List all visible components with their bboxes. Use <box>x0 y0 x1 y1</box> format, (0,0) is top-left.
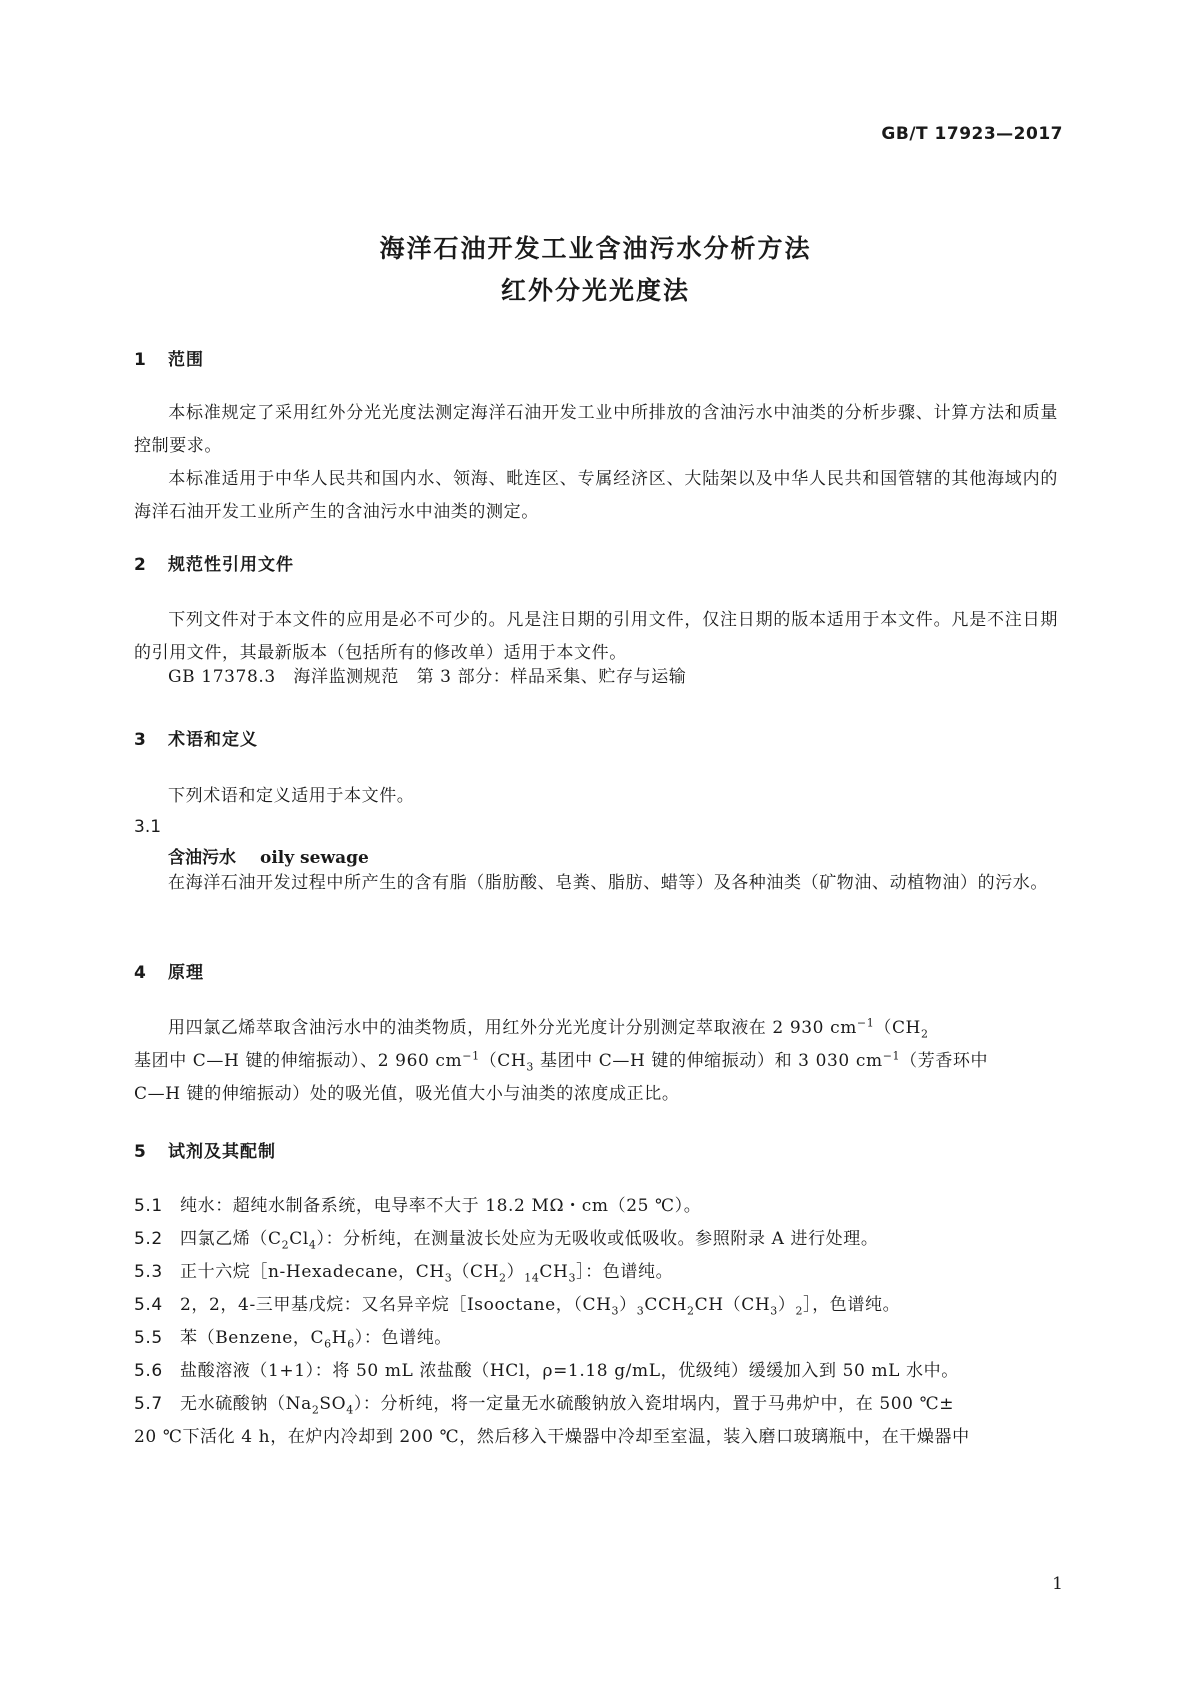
subscript: 3 <box>444 1271 453 1285</box>
section-title: 试剂及其配制 <box>168 1142 276 1162</box>
text: CCH <box>644 1295 687 1315</box>
text: ）：色谱纯。 <box>354 1328 452 1348</box>
subscript: 3 <box>568 1271 577 1285</box>
text: ）：分析纯，在测量波长处应为无吸收或低吸收。参照附录 A 进行处理。 <box>316 1229 879 1249</box>
item-number: 5.3 <box>134 1262 163 1282</box>
text: ） <box>506 1262 525 1282</box>
section-1-heading <box>134 345 204 370</box>
text: 苯（Benzene，C <box>180 1328 325 1348</box>
subscript: 3 <box>526 1060 534 1074</box>
text: 基团中 C—H 键的伸缩振动）、2 960 cm <box>134 1051 463 1071</box>
item-number: 5.4 <box>134 1295 163 1315</box>
principle-line-1 <box>168 1012 1092 1045</box>
page-number: 1 <box>1052 1574 1063 1594</box>
subscript: 2 <box>281 1238 290 1252</box>
normative-reference: GB 17378.3 海洋监测规范 第 3 部分：样品采集、贮存与运输 <box>168 667 687 687</box>
subscript: 6 <box>324 1337 332 1351</box>
title-line-1: 海洋石油开发工业含油污水分析方法 <box>379 234 812 263</box>
subscript: 3 <box>770 1304 778 1318</box>
section-number: 5 <box>134 1142 147 1162</box>
subscript: 4 <box>308 1238 317 1252</box>
paragraph-text: 本标准适用于中华人民共和国内水、领海、毗连区、专属经济区、大陆架以及中华人民共和国管辖的其他海域内的海洋石油开发工业所产生的含油污水中油类的测定。 <box>134 469 1058 522</box>
subscript: 4 <box>346 1403 354 1417</box>
text: 四氯乙烯（C <box>180 1229 282 1249</box>
text: ） <box>777 1295 796 1315</box>
text: 无水硫酸钠（Na <box>180 1394 312 1414</box>
subscript: 2 <box>795 1304 804 1318</box>
text: SO <box>319 1394 347 1414</box>
principle-line-3: C—H 键的伸缩振动）处的吸光值，吸光值大小与油类的浓度成正比。 <box>134 1084 680 1104</box>
item-number: 5.1 <box>134 1196 163 1216</box>
reagent-item-5-5 <box>134 1322 1058 1355</box>
reagent-item-5-3 <box>134 1256 1058 1289</box>
text: 基团中 C—H 键的伸缩振动）和 3 030 cm <box>533 1051 883 1071</box>
text: H <box>331 1328 348 1348</box>
term-definition <box>134 867 1058 900</box>
section-5-heading <box>134 1137 276 1162</box>
text: （CH <box>874 1018 921 1038</box>
item-number: 5.5 <box>134 1328 163 1348</box>
term-chinese: 含油污水 <box>168 848 236 868</box>
subscript: 2 <box>920 1027 929 1041</box>
section-4-heading <box>134 958 204 983</box>
text: Cl <box>289 1229 309 1249</box>
section-title: 规范性引用文件 <box>168 555 294 575</box>
text: 正十六烷［n-Hexadecane，CH <box>180 1262 445 1282</box>
section-number: 2 <box>134 555 147 575</box>
text: （CH <box>479 1051 527 1071</box>
subscript: 2 <box>687 1304 695 1318</box>
subscript: 2 <box>311 1403 320 1417</box>
subscript: 2 <box>499 1271 507 1285</box>
subscript: 6 <box>347 1337 355 1351</box>
paragraph-text: 本标准规定了采用红外分光光度法测定海洋石油开发工业中所排放的含油污水中油类的分析步骤、计算方法和质量控制要求。 <box>134 403 1058 456</box>
term-english: oily sewage <box>260 848 369 868</box>
text: ］，色谱纯。 <box>803 1295 901 1315</box>
reagent-item-5-6 <box>134 1355 1058 1388</box>
text: CH（CH <box>694 1295 771 1315</box>
principle-line-2 <box>134 1045 1058 1078</box>
section-title: 范围 <box>168 350 204 370</box>
subscript: 3 <box>636 1304 645 1318</box>
text: ） <box>619 1295 637 1315</box>
item-number: 5.7 <box>134 1394 163 1414</box>
text: CH <box>539 1262 569 1282</box>
section-title: 原理 <box>168 963 204 983</box>
section-title: 术语和定义 <box>168 730 258 750</box>
text: （CH <box>452 1262 499 1282</box>
superscript: −1 <box>462 1049 480 1063</box>
item-text: 纯水：超纯水制备系统，电导率不大于 18.2 MΩ・cm（25 ℃）。 <box>180 1196 702 1216</box>
reagent-item-5-4 <box>134 1289 1058 1322</box>
item-number: 5.6 <box>134 1361 163 1381</box>
reagent-item-5-1 <box>134 1190 1058 1223</box>
subscript: 3 <box>611 1304 620 1318</box>
document-title <box>0 228 1191 312</box>
section-number: 4 <box>134 963 147 983</box>
item-number: 5.2 <box>134 1229 163 1249</box>
paragraph-text: 下列文件对于本文件的应用是必不可少的。凡是注日期的引用文件，仅注日期的版本适用于本文件。凡是不注日期的引用文件，其最新版本（包括所有的修改单）适用于本文件。 <box>134 610 1058 663</box>
superscript: −1 <box>882 1049 901 1063</box>
standard-code: GB/T 17923—2017 <box>881 124 1063 144</box>
text: ］：色谱纯。 <box>576 1262 674 1282</box>
item-text: 盐酸溶液（1+1）：将 50 mL 浓盐酸（HCl，ρ=1.18 g/mL，优级纯）缓缓加入到 50 mL 水中。 <box>180 1361 959 1381</box>
section-2-heading <box>134 550 294 575</box>
section-3-intro: 下列术语和定义适用于本文件。 <box>168 786 415 806</box>
text: （芳香环中 <box>900 1051 989 1071</box>
text: 用四氯乙烯萃取含油污水中的油类物质，用红外分光光度计分别测定萃取液在 2 930 cm <box>168 1018 857 1038</box>
section-1-paragraph-2 <box>134 463 1058 529</box>
text: 2，2，4-三甲基戊烷：又名异辛烷［Isooctane，（CH <box>180 1295 612 1315</box>
term-number: 3.1 <box>134 817 162 837</box>
section-3-heading <box>134 725 258 750</box>
subscript: 14 <box>524 1271 540 1285</box>
section-1-paragraph-1 <box>134 397 1058 463</box>
section-number: 1 <box>134 350 147 370</box>
paragraph-text: 在海洋石油开发过程中所产生的含有脂（脂肪酸、皂粪、脂肪、蜡等）及各种油类（矿物油、动植物油）的污水。 <box>168 873 1048 893</box>
reagent-item-5-2 <box>134 1223 1058 1256</box>
superscript: −1 <box>856 1016 875 1030</box>
title-line-2: 红外分光光度法 <box>500 276 690 305</box>
term-entry <box>168 843 369 868</box>
reagent-item-5-7-continued: 20 ℃下活化 4 h，在炉内冷却到 200 ℃，然后移入干燥器中冷却至室温，装入磨口玻璃瓶中，在干燥器中 <box>134 1427 970 1447</box>
section-number: 3 <box>134 730 147 750</box>
text: ）：分析纯，将一定量无水硫酸钠放入瓷坩埚内，置于马弗炉中，在 500 ℃± <box>353 1394 955 1414</box>
reagent-item-5-7 <box>134 1388 1058 1421</box>
